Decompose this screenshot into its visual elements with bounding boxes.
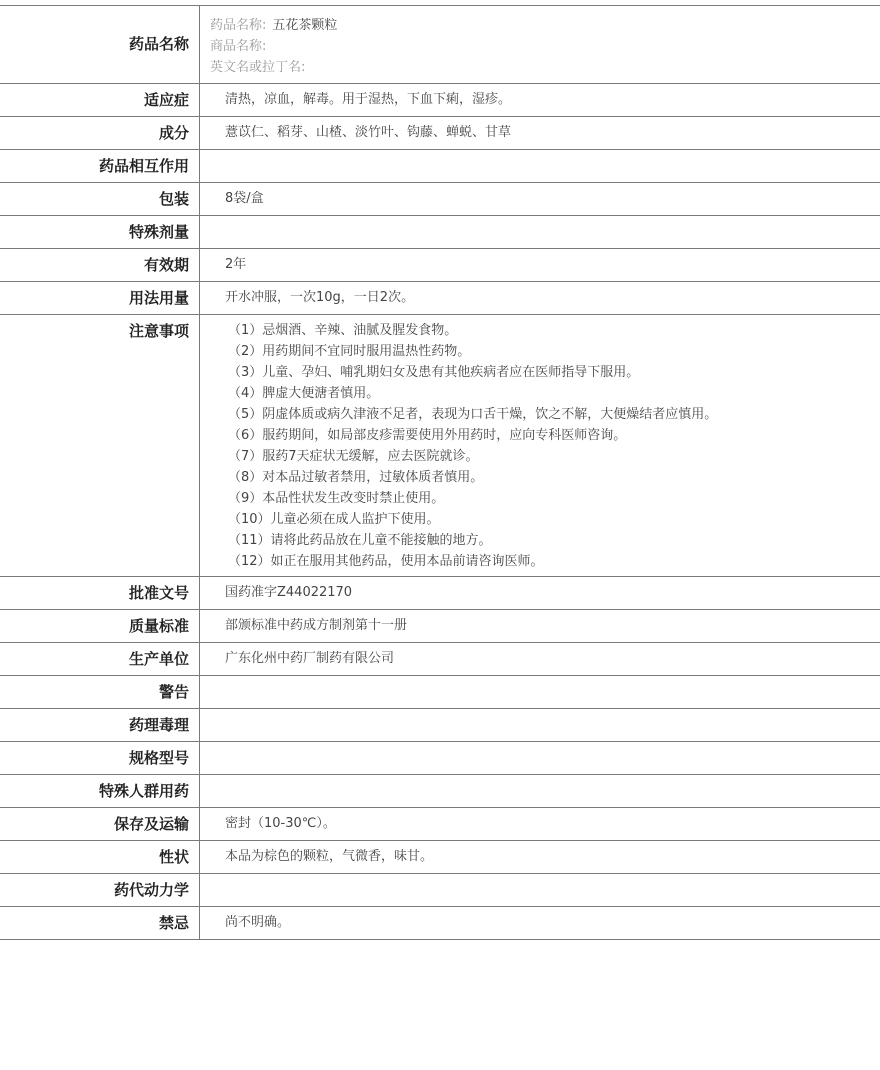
value-standard: 部颁标准中药成方制剂第十一册 (225, 618, 408, 633)
precaution-item: （9）本品性状发生改变时禁止使用。 (228, 491, 445, 506)
row-packaging (0, 183, 880, 216)
row-special-groups (0, 775, 880, 808)
label-special-groups: 特殊人群用药 (0, 775, 200, 807)
label-contraindications: 禁忌 (0, 907, 200, 939)
row-storage (0, 808, 880, 841)
label-spec: 规格型号 (0, 742, 200, 774)
row-special-dosage (0, 216, 880, 249)
label-special-dosage: 特殊剂量 (0, 216, 200, 248)
value-precautions (200, 315, 880, 576)
row-approval (0, 577, 880, 610)
row-indications (0, 84, 880, 117)
row-manufacturer (0, 643, 880, 676)
label-packaging: 包装 (0, 183, 200, 215)
value-warning (200, 676, 880, 708)
label-precautions: 注意事项 (0, 315, 200, 576)
generic-name-label: 药品名称: (210, 18, 267, 33)
precaution-item: （3）儿童、孕妇、哺乳期妇女及患有其他疾病者应在医师指导下服用。 (228, 365, 640, 380)
value-usage: 开水冲服，一次10g，一日2次。 (225, 290, 415, 305)
precaution-item: （4）脾虚大便溏者慎用。 (228, 386, 380, 401)
drug-info-table (0, 5, 880, 940)
row-warning (0, 676, 880, 709)
value-expiry: 2年 (225, 257, 247, 272)
row-contraindications (0, 907, 880, 940)
precaution-item: （8）对本品过敏者禁用，过敏体质者慎用。 (228, 470, 484, 485)
label-pharmacology: 药理毒理 (0, 709, 200, 741)
generic-name-line (210, 15, 880, 36)
label-indications: 适应症 (0, 84, 200, 116)
row-usage (0, 282, 880, 315)
row-expiry (0, 249, 880, 282)
value-approval: 国药准字Z44022170 (225, 585, 353, 600)
row-interactions (0, 150, 880, 183)
trade-name-label: 商品名称: (210, 39, 267, 54)
value-contraindications: 尚不明确。 (225, 915, 291, 930)
row-precautions (0, 315, 880, 577)
value-pharmacokinetics (200, 874, 880, 906)
english-name-line (210, 57, 880, 78)
value-packaging: 8袋/盒 (225, 191, 264, 206)
trade-name-line (210, 36, 880, 57)
label-usage: 用法用量 (0, 282, 200, 314)
label-pharmacokinetics: 药代动力学 (0, 874, 200, 906)
row-drug-name (0, 6, 880, 84)
label-ingredients: 成分 (0, 117, 200, 149)
value-special-dosage (200, 216, 880, 248)
label-storage: 保存及运输 (0, 808, 200, 840)
label-approval: 批准文号 (0, 577, 200, 609)
precaution-item: （11）请将此药品放在儿童不能接触的地方。 (228, 533, 492, 548)
value-manufacturer: 广东化州中药厂制药有限公司 (225, 651, 395, 666)
generic-name-value: 五花茶颗粒 (272, 18, 338, 33)
english-name-label: 英文名或拉丁名: (210, 60, 306, 75)
value-appearance: 本品为棕色的颗粒，气微香，味甘。 (225, 849, 434, 864)
value-indications: 清热，凉血，解毒。用于湿热，下血下痢，湿疹。 (225, 92, 512, 107)
row-ingredients (0, 117, 880, 150)
precaution-item: （2）用药期间不宜同时服用温热性药物。 (228, 344, 471, 359)
value-storage: 密封（10-30℃）。 (225, 816, 336, 831)
row-pharmacokinetics (0, 874, 880, 907)
value-ingredients: 薏苡仁、稻芽、山楂、淡竹叶、钩藤、蝉蜕、甘草 (225, 125, 512, 140)
label-interactions: 药品相互作用 (0, 150, 200, 182)
value-special-groups (200, 775, 880, 807)
label-appearance: 性状 (0, 841, 200, 873)
precaution-item: （1）忌烟酒、辛辣、油腻及腥发食物。 (228, 323, 458, 338)
label-warning: 警告 (0, 676, 200, 708)
row-pharmacology (0, 709, 880, 742)
label-expiry: 有效期 (0, 249, 200, 281)
precaution-item: （10）儿童必须在成人监护下使用。 (228, 512, 440, 527)
precaution-item: （6）服药期间，如局部皮疹需要使用外用药时，应向专科医师咨询。 (228, 428, 627, 443)
row-standard (0, 610, 880, 643)
precaution-item: （12）如正在服用其他药品，使用本品前请咨询医师。 (228, 554, 544, 569)
value-pharmacology (200, 709, 880, 741)
precaution-item: （7）服药7天症状无缓解，应去医院就诊。 (228, 449, 479, 464)
label-manufacturer: 生产单位 (0, 643, 200, 675)
precaution-item: （5）阴虚体质或病久津液不足者，表现为口舌干燥，饮之不解，大便燥结者应慎用。 (228, 407, 718, 422)
value-drug-name (200, 6, 880, 83)
value-spec (200, 742, 880, 774)
value-interactions (200, 150, 880, 182)
row-spec (0, 742, 880, 775)
label-standard: 质量标准 (0, 610, 200, 642)
label-drug-name: 药品名称 (0, 6, 200, 83)
row-appearance (0, 841, 880, 874)
